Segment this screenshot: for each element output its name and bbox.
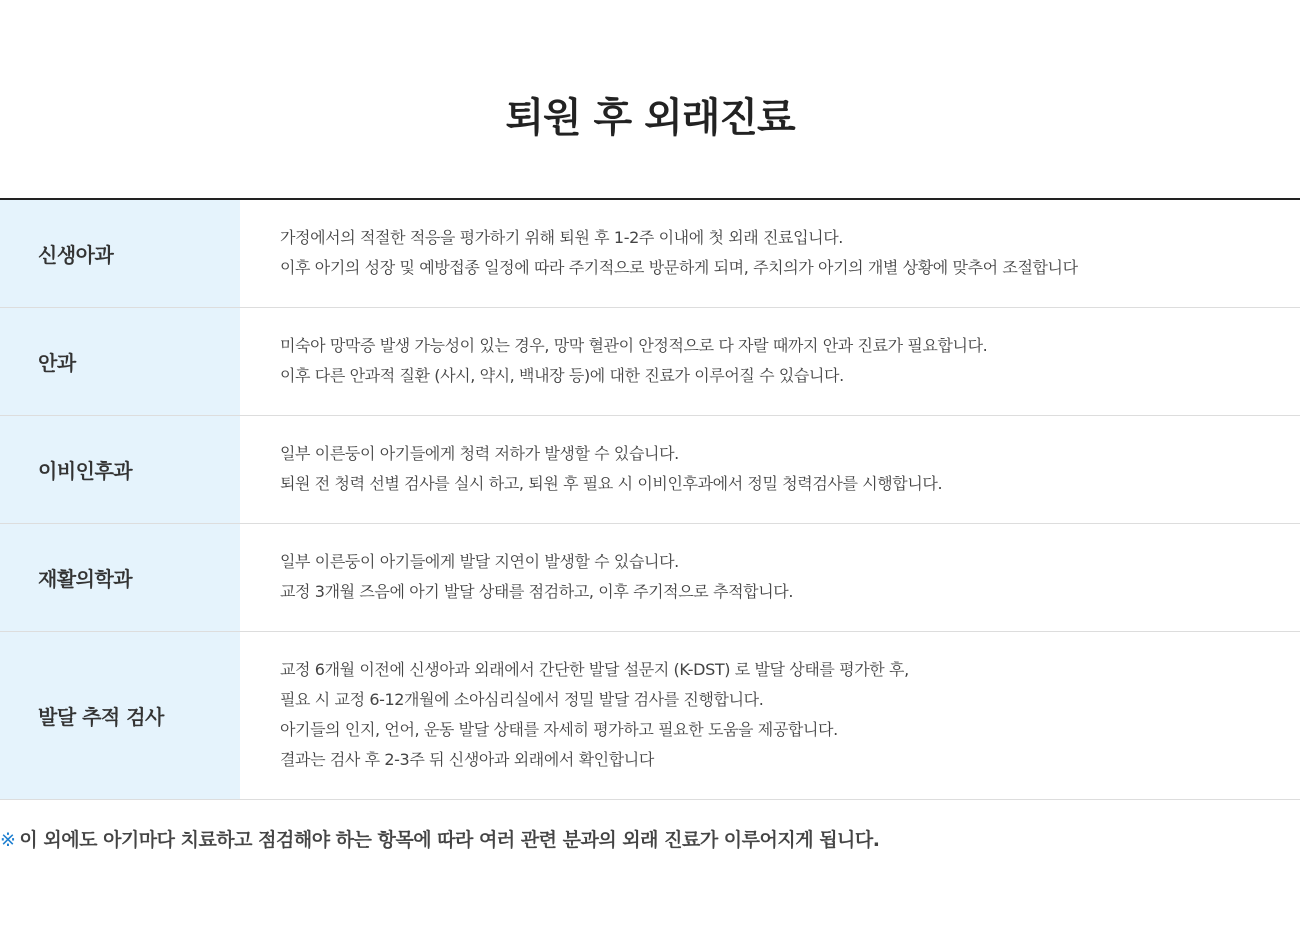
- table-row-otolaryngology: [0, 416, 1300, 524]
- description-line: 교정 3개월 즈음에 아기 발달 상태를 점검하고, 이후 주기적으로 추적합니다.: [280, 582, 794, 601]
- table-row-development-tracking: [0, 632, 1300, 800]
- reference-mark-icon: ※: [0, 829, 16, 851]
- row-description: [240, 416, 1300, 523]
- outpatient-table: [0, 198, 1300, 800]
- footnote-text: 이 외에도 아기마다 치료하고 점검해야 하는 항목에 따라 여러 관련 분과의 외래 진료가 이루어지게 됩니다.: [19, 829, 880, 851]
- row-description: [240, 200, 1300, 307]
- table-row-rehabilitation: [0, 524, 1300, 632]
- row-description: [240, 524, 1300, 631]
- row-description: [240, 308, 1300, 415]
- description-line: 가정에서의 적절한 적응을 평가하기 위해 퇴원 후 1-2주 이내에 첫 외래 진료입니다.: [280, 228, 843, 247]
- row-description: [240, 632, 1300, 799]
- description-line: 결과는 검사 후 2-3주 뒤 신생아과 외래에서 확인합니다: [280, 750, 654, 769]
- row-label: 안과: [0, 308, 240, 415]
- row-label: 발달 추적 검사: [0, 632, 240, 799]
- description-line: 일부 이른둥이 아기들에게 발달 지연이 발생할 수 있습니다.: [280, 552, 679, 571]
- description-line: 이후 아기의 성장 및 예방접종 일정에 따라 주기적으로 방문하게 되며, 주치의가 아기의 개별 상황에 맞추어 조절합니다: [280, 258, 1078, 277]
- description-line: 교정 6개월 이전에 신생아과 외래에서 간단한 발달 설문지 (K-DST) 로 발달 상태를 평가한 후,: [280, 660, 909, 679]
- description-line: 아기들의 인지, 언어, 운동 발달 상태를 자세히 평가하고 필요한 도움을 제공합니다.: [280, 720, 838, 739]
- description-line: 일부 이른둥이 아기들에게 청력 저하가 발생할 수 있습니다.: [280, 444, 679, 463]
- row-label: 이비인후과: [0, 416, 240, 523]
- description-line: 미숙아 망막증 발생 가능성이 있는 경우, 망막 혈관이 안정적으로 다 자랄 때까지 안과 진료가 필요합니다.: [280, 336, 988, 355]
- table-row-ophthalmology: [0, 308, 1300, 416]
- page-title: 퇴원 후 외래진료: [505, 95, 795, 141]
- table-row-neonatology: [0, 200, 1300, 308]
- description-line: 퇴원 전 청력 선별 검사를 실시 하고, 퇴원 후 필요 시 이비인후과에서 정밀 청력검사를 시행합니다.: [280, 474, 943, 493]
- description-line: 필요 시 교정 6-12개월에 소아심리실에서 정밀 발달 검사를 진행합니다.: [280, 690, 764, 709]
- description-line: 이후 다른 안과적 질환 (사시, 약시, 백내장 등)에 대한 진료가 이루어질 수 있습니다.: [280, 366, 844, 385]
- footnote: [0, 822, 1300, 858]
- row-label: 재활의학과: [0, 524, 240, 631]
- row-label: 신생아과: [0, 200, 240, 307]
